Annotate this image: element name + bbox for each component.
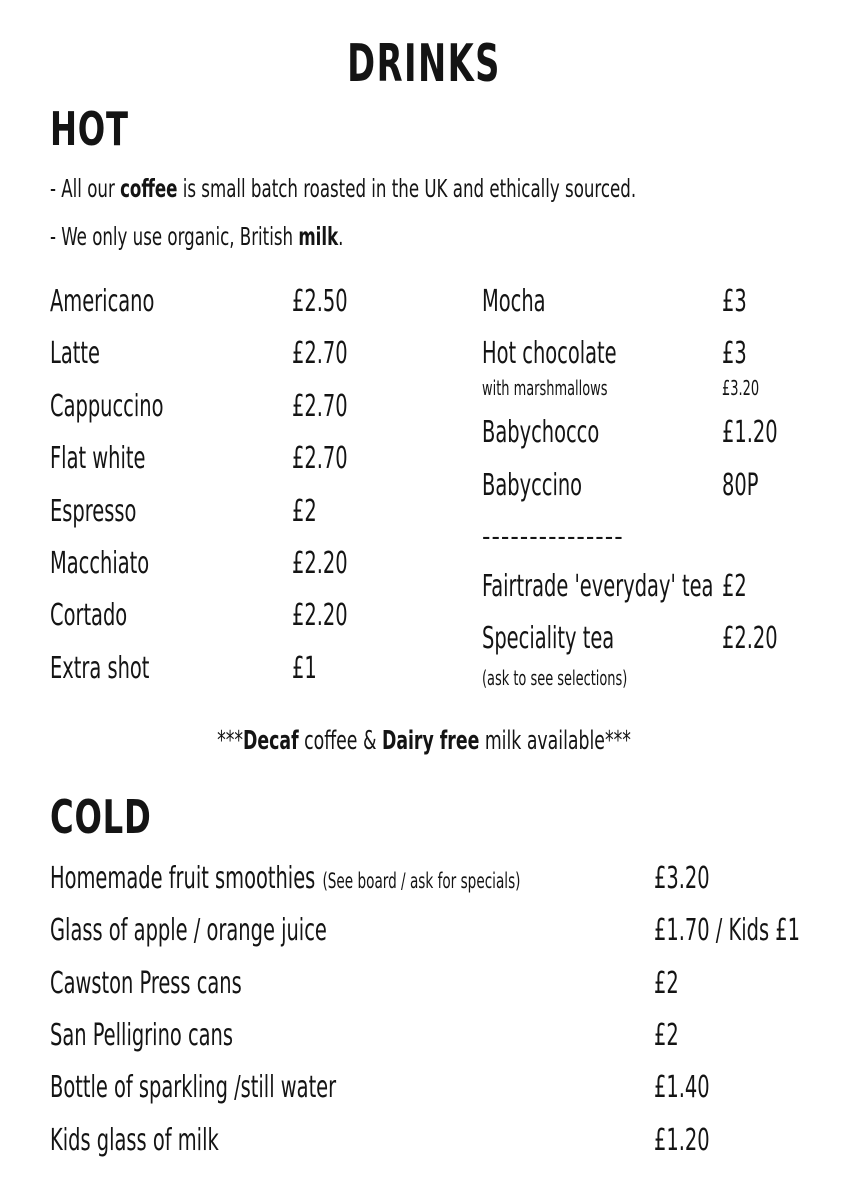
menu-item-price: £2.70: [292, 389, 348, 424]
menu-item-price: £3: [722, 336, 747, 371]
menu-item-variant: with marshmallows: [482, 376, 608, 400]
menu-item-name: Bottle of sparkling /still water: [50, 1070, 337, 1105]
divider: ---------------: [482, 522, 624, 552]
milk-note: - We only use organic, British milk.: [50, 222, 344, 251]
menu-item-price: £2.20: [292, 546, 348, 581]
menu-item-name: Espresso: [50, 494, 137, 529]
menu-item-price: £1.70 / Kids £1: [654, 913, 801, 948]
menu-item-name: Cawston Press cans: [50, 966, 242, 1001]
menu-item-price: £1.20: [654, 1123, 710, 1158]
menu-item-name: Babyccino: [482, 468, 583, 503]
menu-item-name: Speciality tea: [482, 621, 615, 656]
menu-item-price: £2.70: [292, 441, 348, 476]
menu-item-price: £2: [292, 494, 317, 529]
menu-item-name: Cortado: [50, 598, 128, 633]
menu-item-price: £2.20: [722, 621, 778, 656]
menu-item-name: Latte: [50, 336, 100, 371]
menu-item-price: £1.20: [722, 415, 778, 450]
menu-item-price: £2: [654, 1018, 679, 1053]
menu-item-name: Homemade fruit smoothies (See board / ask for specials): [50, 861, 521, 896]
menu-item-variant-price: £3.20: [722, 376, 760, 400]
menu-item-price: £2: [722, 569, 747, 604]
menu-item-price: £2: [654, 966, 679, 1001]
hot-heading: HOT: [50, 102, 129, 156]
menu-item-name: Extra shot: [50, 651, 150, 686]
menu-item-price: £2.50: [292, 284, 348, 319]
menu-item-name: Hot chocolate: [482, 336, 617, 371]
coffee-note: - All our coffee is small batch roasted in the UK and ethically sourced.: [50, 174, 637, 203]
menu-item-name: San Pelligrino cans: [50, 1018, 233, 1053]
cold-heading: COLD: [50, 790, 152, 844]
menu-item-price: £1: [292, 651, 317, 686]
menu-item-name: Flat white: [50, 441, 146, 476]
menu-item-name: Kids glass of milk: [50, 1123, 219, 1158]
menu-item-name: Cappuccino: [50, 389, 164, 424]
menu-item-name: Americano: [50, 284, 155, 319]
menu-item-price: £3: [722, 284, 747, 319]
menu-item-price: £2.70: [292, 336, 348, 371]
menu-item-name: Mocha: [482, 284, 546, 319]
menu-item-note: (See board / ask for specials): [322, 869, 521, 893]
menu-item-name: Babychocco: [482, 415, 600, 450]
menu-item-name: Fairtrade 'everyday' tea: [482, 569, 714, 604]
tea-note: (ask to see selections): [482, 666, 628, 690]
menu-item-price: 80P: [722, 468, 759, 503]
menu-item-price: £1.40: [654, 1070, 710, 1105]
menu-item-price: £2.20: [292, 598, 348, 633]
menu-item-name: Glass of apple / orange juice: [50, 913, 327, 948]
menu-item-name: Macchiato: [50, 546, 150, 581]
page-title: DRINKS: [347, 34, 501, 94]
availability-note: ***Decaf coffee & Dairy free milk available***: [217, 726, 631, 756]
menu-item-price: £3.20: [654, 861, 710, 896]
